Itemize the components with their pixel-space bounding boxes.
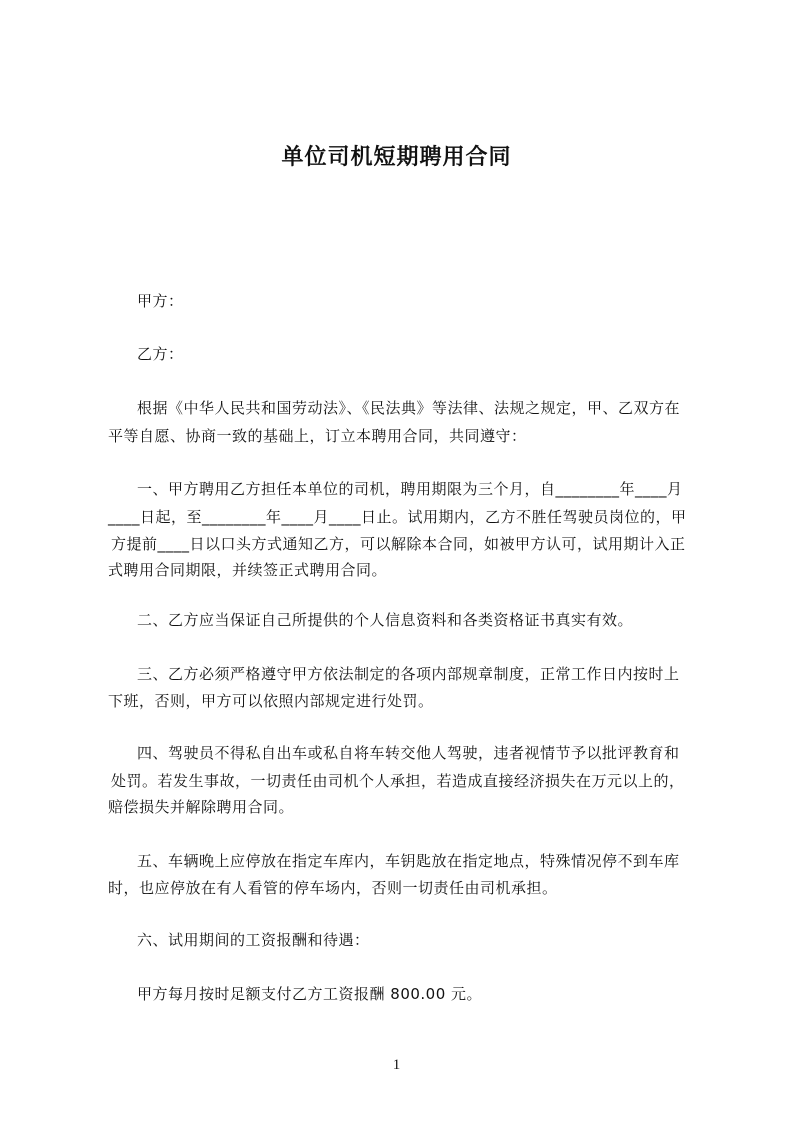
paragraph-line: 平等自愿、协商一致的基础上，订立本聘用合同，共同遵守： bbox=[108, 427, 527, 445]
paragraph-line: 三、乙方必须严格遵守甲方依法制定的各项内部规章制度，正常工作日内按时上 bbox=[137, 665, 680, 683]
paragraph-line: 二、乙方应当保证自己所提供的个人信息资料和各类资格证书真实有效。 bbox=[137, 611, 634, 629]
paragraph-line: 下班，否则，甲方可以依照内部规定进行处罚。 bbox=[108, 692, 434, 710]
paragraph-line: 根据《中华人民共和国劳动法》、《民法典》等法律、法规之规定，甲、乙双方在 bbox=[137, 399, 681, 417]
document-title: 单位司机短期聘用合同 bbox=[281, 145, 512, 170]
paragraph-line: 六、试用期间的工资报酬和待遇： bbox=[137, 931, 370, 949]
paragraph-line: 式聘用合同期限，并续签正式聘用合同。 bbox=[108, 561, 388, 579]
paragraph-line: 处罚。若发生事故，一切责任由司机个人承担，若造成直接经济损失在万元以上的， bbox=[111, 772, 685, 790]
paragraph-line: 甲方每月按时足额支付乙方工资报酬 800.00 元。 bbox=[137, 985, 483, 1003]
paragraph-line: ____日起，至________年____月____日止。试用期内，乙方不胜任驾驶员岗位的，甲 bbox=[108, 508, 687, 526]
paragraph-line: 一、甲方聘用乙方担任本单位的司机，聘用期限为三个月，自________年____月 bbox=[137, 480, 683, 498]
paragraph-line: 时，也应停放在有人看管的停车场内，否则一切责任由司机承担。 bbox=[108, 879, 558, 897]
party-a-label: 甲方： bbox=[137, 292, 184, 310]
paragraph-line: 赔偿损失并解除聘用合同。 bbox=[108, 798, 295, 816]
page-number: 1 bbox=[392, 1057, 401, 1073]
paragraph-line: 四、驾驶员不得私自出车或私自将车转交他人驾驶，违者视情节予以批评教育和 bbox=[137, 744, 680, 762]
paragraph-line: 方提前____日以口头方式通知乙方，可以解除本合同，如被甲方认可，试用期计入正 bbox=[111, 535, 686, 553]
paragraph-line: 五、车辆晚上应停放在指定车库内，车钥匙放在指定地点，特殊情况停不到车库 bbox=[137, 852, 680, 870]
party-b-label: 乙方： bbox=[137, 345, 184, 363]
